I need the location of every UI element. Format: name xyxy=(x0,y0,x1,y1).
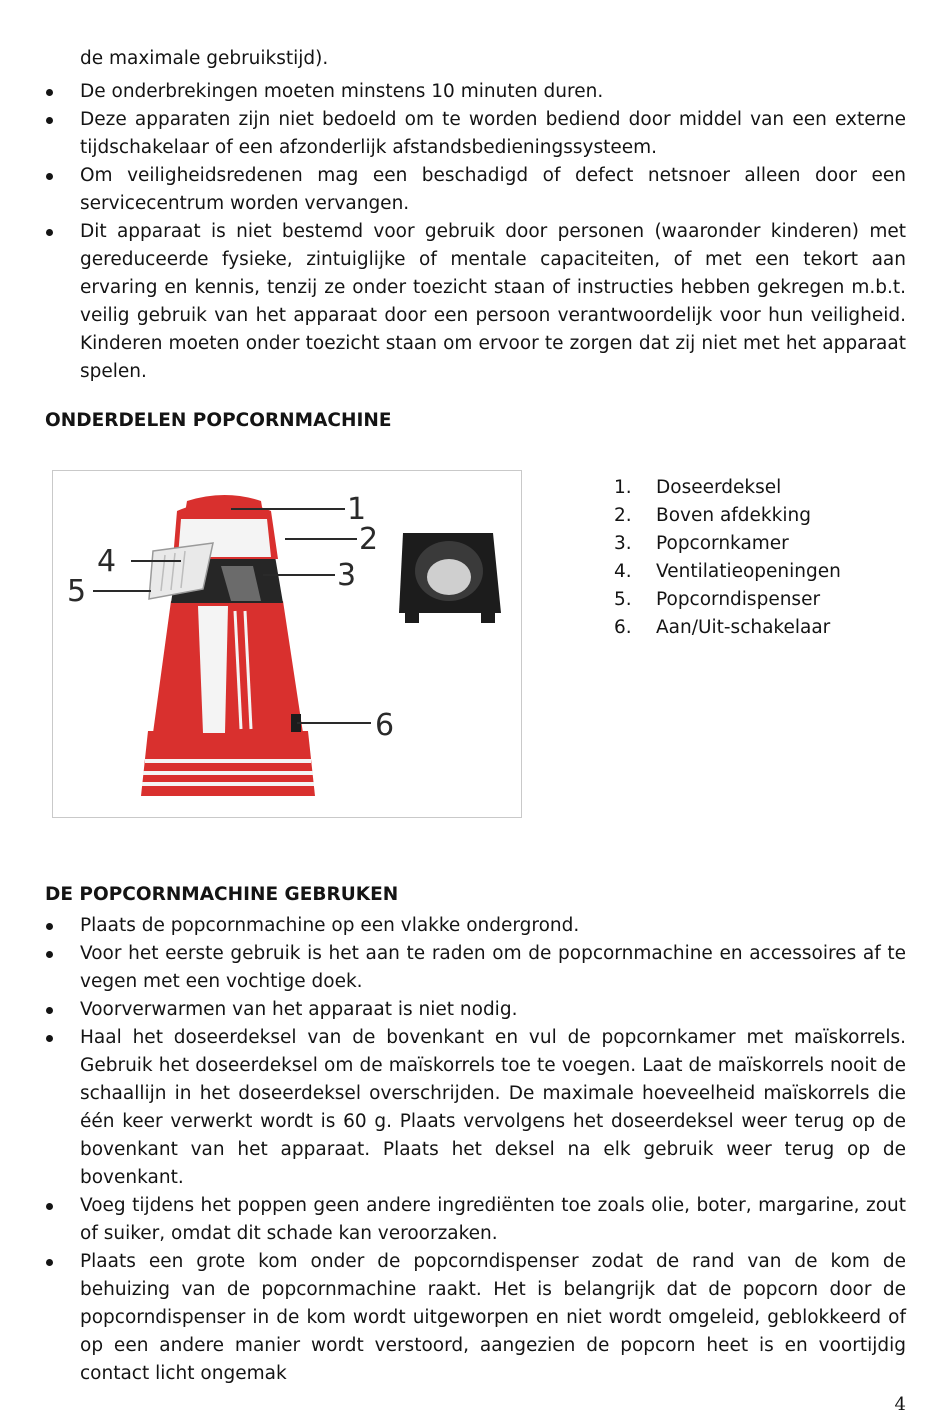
parts-list xyxy=(614,474,841,642)
list-item: Dit apparaat is niet bestemd voor gebruik door personen (waaronder kinderen) met gereduceerde fysieke, zintuiglijke of mentale capaciteiten, of met een tekort aan ervaring en kennis, tenzij ze onder toezicht staan of instructies hebben gekregen m.b.t. veilig gebruik van het apparaat door een persoon verantwoordelijk voor hun veiligheid. Kinderen moeten onder toezicht staan om ervoor te zorgen dat zij niet met het apparaat spelen. xyxy=(0,218,906,386)
usage-heading: DE POPCORNMACHINE GEBRUKEN xyxy=(45,884,399,905)
part-number: 4. xyxy=(614,561,632,582)
part-number: 2. xyxy=(614,505,632,526)
callout-1: 1 xyxy=(347,492,367,527)
list-item: De onderbrekingen moeten minstens 10 minuten duren. xyxy=(0,78,906,106)
usage-list xyxy=(0,912,906,1388)
callout-6: 6 xyxy=(375,708,395,743)
list-item xyxy=(614,502,841,530)
list-item xyxy=(614,558,841,586)
part-label: Ventilatieopeningen xyxy=(656,561,841,582)
lid-foot xyxy=(481,613,495,623)
list-item: Voor het eerste gebruik is het aan te raden om de popcornmachine en accessoires af te vegen met een vochtige doek. xyxy=(0,940,906,996)
part-number: 6. xyxy=(614,617,632,638)
popcorn-machine-illustration xyxy=(53,471,520,816)
part-label: Popcornkamer xyxy=(656,533,789,554)
part-label: Boven afdekking xyxy=(656,505,811,526)
callout-2: 2 xyxy=(359,522,379,557)
dosing-lid-inner xyxy=(427,559,471,595)
parts-heading: ONDERDELEN POPCORNMACHINE xyxy=(45,410,392,431)
callout-4: 4 xyxy=(97,544,117,579)
list-item: Plaats de popcornmachine op een vlakke ondergrond. xyxy=(0,912,906,940)
body-stripe xyxy=(198,606,228,733)
list-item: Om veiligheidsredenen mag een beschadigd of defect netsnoer alleen door een servicecentrum worden vervangen. xyxy=(0,162,906,218)
part-number: 3. xyxy=(614,533,632,554)
list-item xyxy=(614,586,841,614)
list-item: Haal het doseerdeksel van de bovenkant en vul de popcornkamer met maïskorrels. Gebruik het doseerdeksel om de maïskorrels toe te voegen. Laat de maïskorrels nooit de schaallijn in het doseerdeksel overschrijden. De maximale hoeveelheid maïskorrels die één keer verwerkt wordt is 60 g. Plaats vervolgens het doseerdeksel weer terug op de bovenkant van het apparaat. Plaats het deksel na elk gebruik weer terug op de bovenkant. xyxy=(0,1024,906,1192)
continuation-line: de maximale gebruikstijd). xyxy=(80,48,329,69)
list-item xyxy=(614,530,841,558)
machine-body xyxy=(153,601,303,733)
list-item: Voeg tijdens het poppen geen andere ingrediënten toe zoals olie, boter, margarine, zout of suiker, omdat dit schade kan veroorzaken. xyxy=(0,1192,906,1248)
part-label: Aan/Uit-schakelaar xyxy=(656,617,831,638)
list-item: Voorverwarmen van het apparaat is niet nodig. xyxy=(0,996,906,1024)
part-label: Doseerdeksel xyxy=(656,477,782,498)
callout-5: 5 xyxy=(67,574,87,609)
list-item: Plaats een grote kom onder de popcorndispenser zodat de rand van de kom de behuizing van de popcornmachine raakt. Het is belangrijk dat de popcorn door de popcorndispenser in de kom wordt uitgeworpen en niet wordt omgeleid, geblokkeerd of op een andere manier wordt verstoord, aangezien de popcorn heet is en voortijdig contact licht ongemak xyxy=(0,1248,906,1388)
dosing-lid xyxy=(185,495,263,513)
safety-list xyxy=(0,78,906,386)
part-number: 5. xyxy=(614,589,632,610)
page-number: 4 xyxy=(894,1394,906,1415)
machine-base xyxy=(141,731,315,796)
lid-foot xyxy=(405,613,419,623)
part-number: 1. xyxy=(614,477,632,498)
list-item xyxy=(614,614,841,642)
list-item xyxy=(614,474,841,502)
list-item: Deze apparaten zijn niet bedoeld om te worden bediend door middel van een externe tijdschakelaar of een afzonderlijk afstandsbedieningssysteem. xyxy=(0,106,906,162)
popcorn-machine-figure xyxy=(52,470,522,818)
part-label: Popcorndispenser xyxy=(656,589,821,610)
callout-3: 3 xyxy=(337,558,357,593)
